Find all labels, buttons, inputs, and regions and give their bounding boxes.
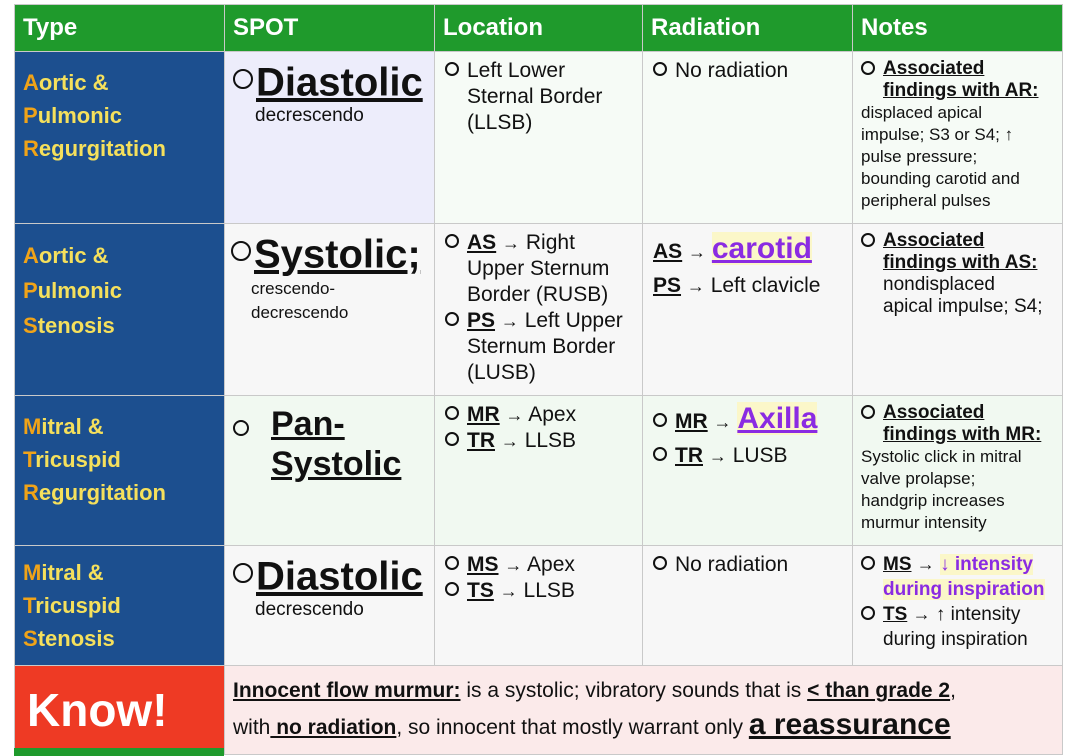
radiation-cell <box>643 52 853 224</box>
type-cap: R <box>23 136 39 161</box>
arrow-icon: → <box>504 555 523 575</box>
notes-line: handgrip increases <box>861 491 1005 510</box>
bullet-icon <box>445 432 459 446</box>
innocent-no-radiation: no radiation <box>270 716 397 739</box>
type-cell <box>15 52 225 224</box>
arrow-icon: → <box>500 431 519 451</box>
spot-sub: decrescendo <box>251 302 349 322</box>
location-cell <box>435 224 643 396</box>
notes-line: bounding carotid and <box>861 169 1020 188</box>
know-label: Know! <box>15 666 225 755</box>
bullet-icon <box>233 563 253 583</box>
spot-main: Pan- <box>271 405 345 443</box>
notes-line: impulse; S3 or S4; ↑ <box>861 125 1014 144</box>
radiation-text: Left clavicle <box>710 274 821 297</box>
notes-line: murmur intensity <box>861 513 987 532</box>
location-line: Border (RUSB) <box>467 283 609 306</box>
type-rest: egurgitation <box>38 136 166 161</box>
bullet-icon <box>445 406 459 420</box>
type-cap: M <box>23 560 42 585</box>
location-text: Right <box>525 231 575 254</box>
location-abbr: PS <box>467 309 496 332</box>
notes-line: pulse pressure; <box>861 147 978 166</box>
radiation-cell <box>643 396 853 546</box>
spot-main: Diastolic <box>256 554 423 599</box>
radiation-text: No radiation <box>675 553 789 576</box>
type-rest: ulmonic <box>37 278 123 303</box>
header-notes: Notes <box>853 5 1063 52</box>
table-row <box>15 396 1063 546</box>
bullet-icon <box>653 447 667 461</box>
type-cell <box>15 224 225 396</box>
location-text: Apex <box>527 553 575 576</box>
notes-line: peripheral pulses <box>861 191 991 210</box>
notes-heading: Associated <box>883 230 985 251</box>
bullet-icon <box>653 413 667 427</box>
table-row <box>15 546 1063 666</box>
notes-abbr: MS <box>883 554 912 575</box>
innocent-text: , <box>950 679 956 702</box>
bullet-icon <box>861 606 875 620</box>
murmur-table <box>14 4 1063 755</box>
arrow-icon: → <box>688 242 707 262</box>
arrow-icon: → <box>713 412 732 432</box>
notes-heading: findings with AR: <box>883 80 1039 101</box>
innocent-text: with <box>233 716 271 739</box>
notes-highlight: ↓ intensity <box>940 554 1033 575</box>
radiation-abbr: TR <box>675 444 703 467</box>
table-row <box>15 52 1063 224</box>
location-text: Left Upper <box>524 309 623 332</box>
notes-cell <box>853 52 1063 224</box>
notes-heading: Associated <box>883 402 985 423</box>
innocent-title: Innocent flow murmur: <box>233 679 461 702</box>
spot-cell <box>225 396 435 546</box>
type-rest: tenosis <box>37 626 115 651</box>
notes-cell <box>853 224 1063 396</box>
bullet-icon <box>445 234 459 248</box>
radiation-highlight: carotid <box>711 232 812 265</box>
type-cap: P <box>23 103 38 128</box>
arrow-icon: → <box>502 233 521 253</box>
spot-cell <box>225 52 435 224</box>
notes-abbr: TS <box>883 604 908 625</box>
location-abbr: MS <box>467 553 499 576</box>
type-rest: itral & <box>41 560 104 585</box>
type-rest: itral & <box>41 414 104 439</box>
spot-main: Diastolic <box>256 60 423 105</box>
location-text: Apex <box>528 403 577 426</box>
location-text: Left Lower <box>467 59 566 82</box>
notes-line: displaced apical <box>861 103 982 122</box>
type-cap: S <box>23 313 38 338</box>
innocent-grade: < than grade 2 <box>807 679 951 702</box>
type-cell <box>15 396 225 546</box>
spot-main: Systolic; <box>254 232 421 277</box>
spot-sub: decrescendo <box>255 598 364 620</box>
location-cell <box>435 546 643 666</box>
notes-heading: findings with AS: <box>883 252 1038 273</box>
innocent-text: , so innocent that mostly warrant only <box>396 716 749 739</box>
type-rest: tenosis <box>37 313 115 338</box>
bullet-icon <box>653 62 667 76</box>
type-cap: S <box>23 626 38 651</box>
radiation-abbr: PS <box>653 274 682 297</box>
bullet-icon <box>861 61 875 75</box>
location-line: (LLSB) <box>467 111 533 134</box>
notes-cell <box>853 546 1063 666</box>
header-radiation: Radiation <box>643 5 853 52</box>
radiation-highlight: Axilla <box>737 402 818 435</box>
spot-cell <box>225 224 435 396</box>
type-cell <box>15 546 225 666</box>
spot-main: Systolic <box>271 445 402 483</box>
bullet-icon <box>861 233 875 247</box>
location-line: Upper Sternum <box>467 257 610 280</box>
bullet-icon <box>233 420 249 436</box>
know-row <box>15 666 1063 755</box>
bullet-icon <box>861 556 875 570</box>
radiation-abbr: AS <box>653 240 683 263</box>
spot-sub: decrescendo <box>255 104 364 126</box>
notes-heading: Associated <box>883 58 985 79</box>
notes-heading: findings with MR: <box>883 424 1042 445</box>
arrow-icon: → <box>505 405 524 425</box>
type-rest: ortic & <box>38 243 109 268</box>
arrow-icon: → <box>686 276 705 296</box>
arrow-icon: → <box>912 604 931 624</box>
type-cap: R <box>23 480 39 505</box>
notes-text: during inspiration <box>883 629 1028 650</box>
innocent-reassurance: a reassurance <box>748 708 951 741</box>
header-spot: SPOT <box>225 5 435 52</box>
type-cap: M <box>23 414 42 439</box>
radiation-cell <box>643 224 853 396</box>
spot-cell <box>225 546 435 666</box>
radiation-text: No radiation <box>675 59 789 82</box>
type-rest: ricuspid <box>35 447 121 472</box>
footer-green-bar <box>14 748 224 756</box>
bullet-icon <box>445 62 459 76</box>
location-text: LLSB <box>524 429 577 452</box>
header-location: Location <box>435 5 643 52</box>
radiation-text: LUSB <box>732 444 788 467</box>
notes-highlight: during inspiration <box>883 579 1045 600</box>
location-line: (LUSB) <box>467 361 536 384</box>
bullet-icon <box>861 405 875 419</box>
location-abbr: TS <box>467 579 494 602</box>
header-row <box>15 5 1063 52</box>
notes-text: ↑ intensity <box>935 604 1021 625</box>
innocent-text: is a systolic; vibratory sounds that is <box>460 679 808 702</box>
arrow-icon: → <box>499 581 518 601</box>
location-line: Sternal Border <box>467 85 603 108</box>
spot-sub: crescendo- <box>251 278 336 298</box>
arrow-icon: → <box>708 446 727 466</box>
innocent-murmur-note <box>225 666 1063 755</box>
type-cap: T <box>23 447 36 472</box>
bullet-icon <box>653 556 667 570</box>
location-cell <box>435 396 643 546</box>
bullet-icon <box>233 69 253 89</box>
location-cell <box>435 52 643 224</box>
bullet-icon <box>231 241 251 261</box>
arrow-icon: → <box>500 311 519 331</box>
type-cap: P <box>23 278 38 303</box>
bullet-icon <box>445 582 459 596</box>
type-rest: egurgitation <box>38 480 166 505</box>
header-type: Type <box>15 5 225 52</box>
location-abbr: MR <box>467 403 500 426</box>
notes-line: Systolic click in mitral <box>861 447 1022 466</box>
type-cap: A <box>23 243 39 268</box>
radiation-cell <box>643 546 853 666</box>
location-line: Sternum Border <box>467 335 616 358</box>
type-rest: ricuspid <box>35 593 121 618</box>
notes-line: valve prolapse; <box>861 469 976 488</box>
notes-cell <box>853 396 1063 546</box>
notes-line: nondisplaced <box>883 274 995 295</box>
arrow-icon: → <box>916 554 935 574</box>
location-abbr: AS <box>467 231 497 254</box>
type-cap: A <box>23 70 39 95</box>
bullet-icon <box>445 312 459 326</box>
type-rest: ulmonic <box>37 103 123 128</box>
location-abbr: TR <box>467 429 495 452</box>
table-row <box>15 224 1063 396</box>
type-cap: T <box>23 593 36 618</box>
notes-line: apical impulse; S4; <box>883 296 1043 317</box>
location-text: LLSB <box>523 579 575 602</box>
bullet-icon <box>445 556 459 570</box>
radiation-abbr: MR <box>675 410 708 433</box>
type-rest: ortic & <box>38 70 109 95</box>
